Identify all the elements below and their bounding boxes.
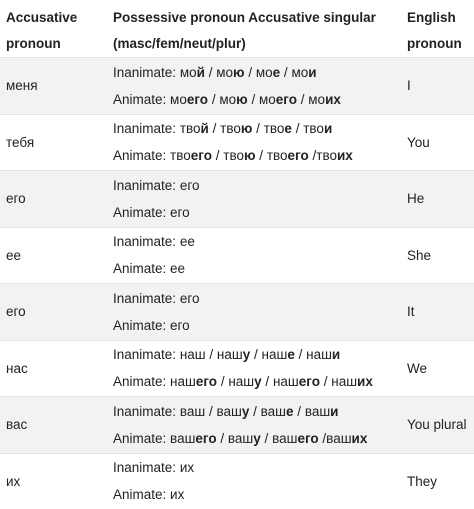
accusative-pronoun-cell: его [0, 284, 107, 341]
header-possessive-pronoun [107, 0, 401, 58]
english-pronoun-cell: You [401, 114, 474, 171]
animate-forms: Animate: вашего / вашу / вашего /ваших [113, 430, 368, 446]
english-pronoun-cell: You plural [401, 397, 474, 454]
possessive-cell [107, 171, 401, 228]
possessive-cell [107, 397, 401, 454]
possessive-cell [107, 58, 401, 115]
header-col2-line2: (masc/fem/neut/plur) [113, 36, 246, 51]
accusative-pronoun-cell: его [0, 171, 107, 228]
header-col1-line1: Accusative [6, 10, 78, 25]
english-pronoun-cell: They [401, 453, 474, 509]
header-col1-line2: pronoun [6, 36, 61, 51]
animate-forms: Animate: ее [113, 261, 186, 277]
table-row [0, 171, 474, 228]
animate-forms: Animate: твоего / твою / твоего /твоих [113, 148, 353, 164]
english-pronoun-cell: I [401, 58, 474, 115]
table-row [0, 284, 474, 341]
accusative-pronoun-cell: нас [0, 340, 107, 397]
english-pronoun-cell: He [401, 171, 474, 228]
possessive-cell [107, 284, 401, 341]
possessive-cell [107, 453, 401, 509]
possessive-cell [107, 114, 401, 171]
header-col3-line1: English [407, 10, 456, 25]
table-row [0, 453, 474, 509]
inanimate-forms: Inanimate: его [113, 290, 200, 306]
accusative-pronoun-cell: меня [0, 58, 107, 115]
table-row [0, 114, 474, 171]
animate-forms: Animate: нашего / нашу / нашего / наших [113, 374, 373, 390]
header-col2-line1: Possessive pronoun Accusative singular [113, 10, 376, 25]
table-row [0, 58, 474, 115]
accusative-pronoun-cell: ее [0, 227, 107, 284]
english-pronoun-cell: It [401, 284, 474, 341]
english-pronoun-cell: We [401, 340, 474, 397]
header-english-pronoun [401, 0, 474, 58]
accusative-pronoun-cell: их [0, 453, 107, 509]
animate-forms: Animate: их [113, 487, 185, 503]
header-accusative-pronoun [0, 0, 107, 58]
inanimate-forms: Inanimate: ваш / вашу / ваше / ваши [113, 403, 339, 419]
animate-forms: Animate: моего / мою / моего / моих [113, 91, 341, 107]
animate-forms: Animate: его [113, 204, 190, 220]
inanimate-forms: Inanimate: наш / нашу / наше / наши [113, 347, 341, 363]
inanimate-forms: Inanimate: их [113, 460, 195, 476]
inanimate-forms: Inanimate: его [113, 177, 200, 193]
accusative-pronoun-cell: вас [0, 397, 107, 454]
animate-forms: Animate: его [113, 317, 190, 333]
header-row [0, 0, 474, 58]
possessive-cell [107, 227, 401, 284]
table-row [0, 397, 474, 454]
accusative-pronoun-cell: тебя [0, 114, 107, 171]
table-row [0, 340, 474, 397]
english-pronoun-cell: She [401, 227, 474, 284]
header-col3-line2: pronoun [407, 36, 462, 51]
inanimate-forms: Inanimate: твой / твою / твое / твои [113, 121, 333, 137]
inanimate-forms: Inanimate: ее [113, 234, 195, 250]
possessive-cell [107, 340, 401, 397]
inanimate-forms: Inanimate: мой / мою / мое / мои [113, 64, 317, 80]
table-row [0, 227, 474, 284]
